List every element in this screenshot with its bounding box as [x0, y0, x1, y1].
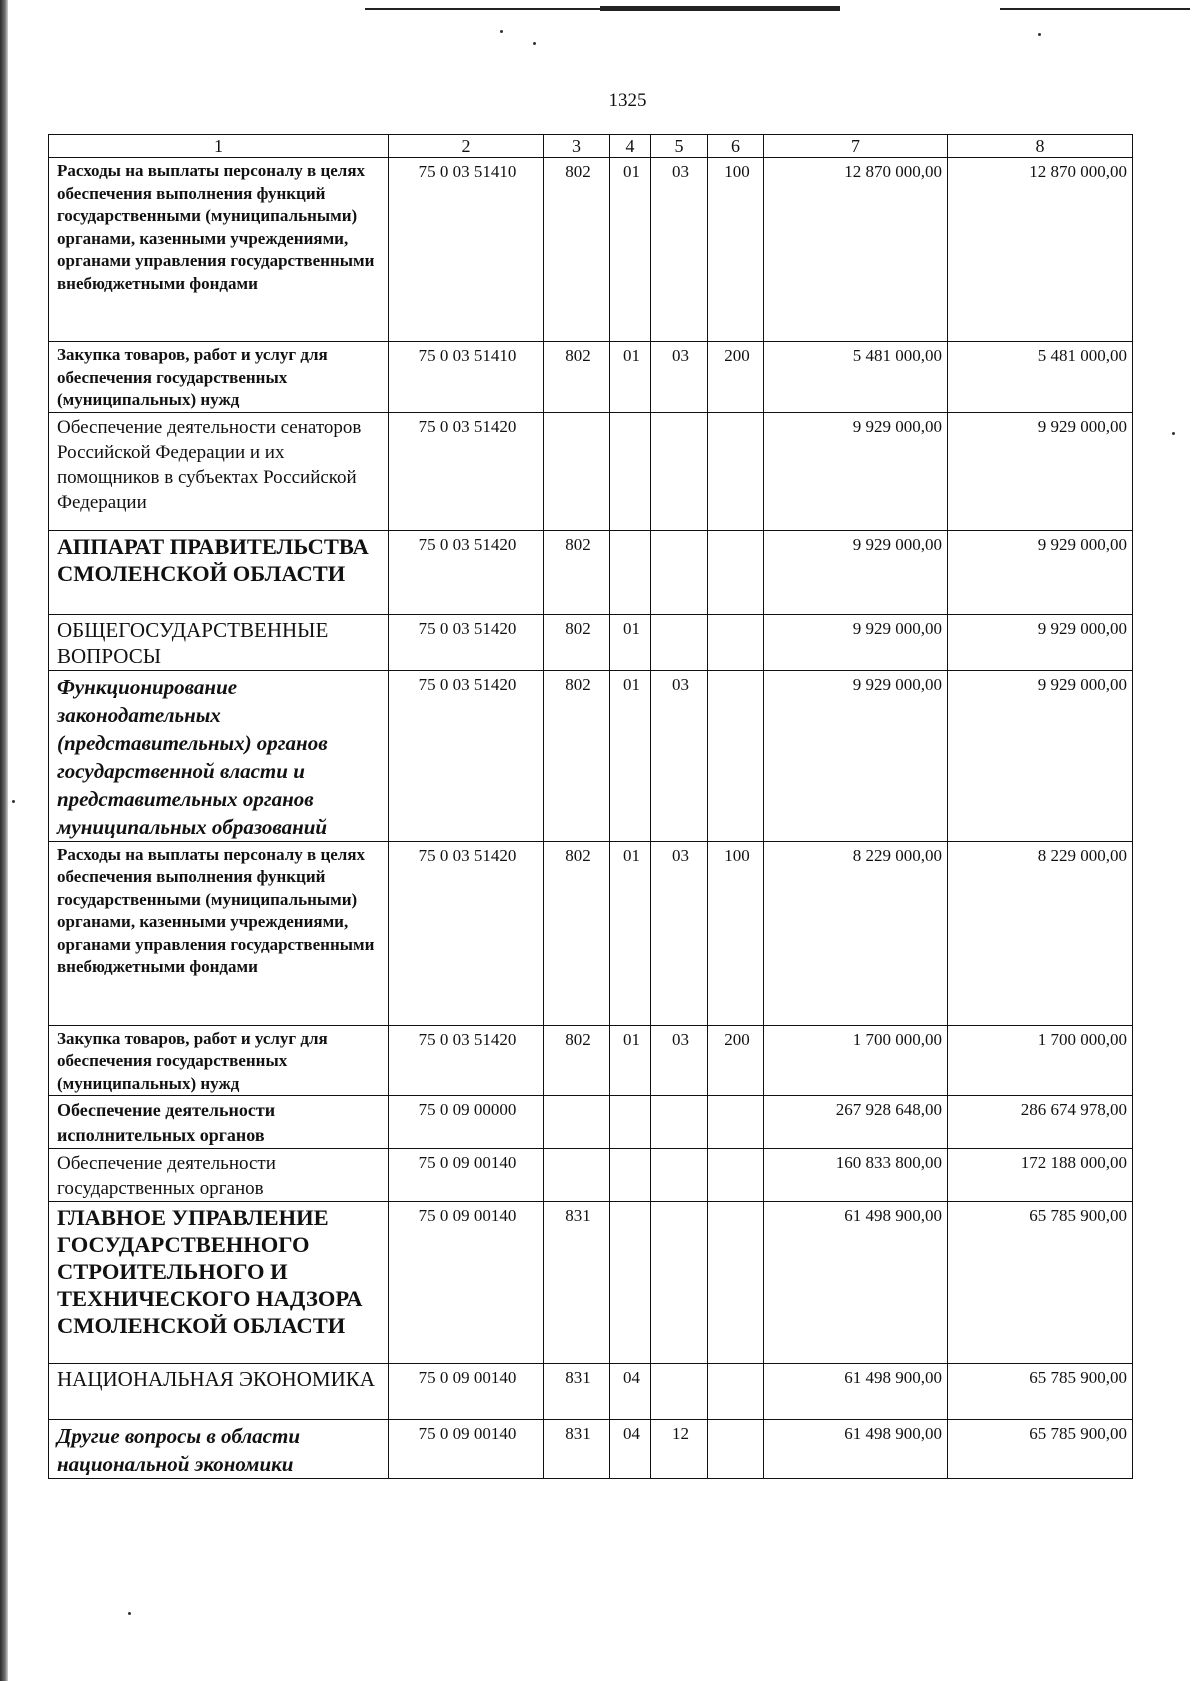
section-code-cell: 01 [610, 841, 651, 1025]
administrator-code-cell: 802 [544, 841, 610, 1025]
table-row [49, 342, 1133, 413]
expense-type-code-cell [708, 1202, 764, 1364]
amount-year1-cell: 9 929 000,00 [764, 614, 948, 670]
target-article-code-cell: 75 0 03 51420 [389, 1025, 544, 1096]
subsection-code-cell: 03 [651, 841, 708, 1025]
target-article-code-cell: 75 0 09 00140 [389, 1202, 544, 1364]
target-article-code-cell: 75 0 03 51420 [389, 670, 544, 841]
administrator-code-cell: 802 [544, 342, 610, 413]
subsection-code-cell [651, 1096, 708, 1149]
scan-speck [12, 800, 15, 803]
table-row [49, 614, 1133, 670]
subsection-code-cell [651, 1202, 708, 1364]
target-article-code-cell: 75 0 09 00140 [389, 1364, 544, 1420]
expense-type-code-cell [708, 1364, 764, 1420]
section-code-cell: 04 [610, 1364, 651, 1420]
expense-name-cell: Другие вопросы в области национальной экономики [49, 1420, 389, 1479]
amount-year1-cell: 9 929 000,00 [764, 530, 948, 614]
amount-year2-cell: 65 785 900,00 [948, 1420, 1133, 1479]
target-article-code-cell: 75 0 03 51420 [389, 412, 544, 530]
header-row [49, 135, 1133, 158]
expense-type-code-cell [708, 1096, 764, 1149]
expense-name-cell: ГЛАВНОЕ УПРАВЛЕНИЕ ГОСУДАРСТВЕННОГО СТРОИТЕЛЬНОГО И ТЕХНИЧЕСКОГО НАДЗОРА СМОЛЕНСКОЙ ОБЛАСТИ [49, 1202, 389, 1364]
expense-type-code-cell [708, 614, 764, 670]
target-article-code-cell: 75 0 03 51410 [389, 342, 544, 413]
column-number-3: 3 [544, 135, 610, 158]
amount-year1-cell: 61 498 900,00 [764, 1420, 948, 1479]
administrator-code-cell: 831 [544, 1420, 610, 1479]
subsection-code-cell [651, 530, 708, 614]
scan-top-rule [365, 8, 605, 10]
amount-year1-cell: 8 229 000,00 [764, 841, 948, 1025]
administrator-code-cell: 831 [544, 1364, 610, 1420]
administrator-code-cell [544, 1096, 610, 1149]
administrator-code-cell: 802 [544, 158, 610, 342]
target-article-code-cell: 75 0 03 51420 [389, 614, 544, 670]
target-article-code-cell: 75 0 03 51410 [389, 158, 544, 342]
column-number-1: 1 [49, 135, 389, 158]
amount-year2-cell: 9 929 000,00 [948, 530, 1133, 614]
expense-name-cell: Обеспечение деятельности исполнительных органов [49, 1096, 389, 1149]
section-code-cell [610, 530, 651, 614]
administrator-code-cell [544, 1149, 610, 1202]
amount-year2-cell: 172 188 000,00 [948, 1149, 1133, 1202]
amount-year1-cell: 5 481 000,00 [764, 342, 948, 413]
section-code-cell: 01 [610, 158, 651, 342]
administrator-code-cell: 831 [544, 1202, 610, 1364]
amount-year2-cell: 9 929 000,00 [948, 412, 1133, 530]
section-code-cell: 01 [610, 342, 651, 413]
scan-speck [500, 30, 503, 33]
subsection-code-cell: 03 [651, 1025, 708, 1096]
table-row [49, 530, 1133, 614]
column-number-7: 7 [764, 135, 948, 158]
amount-year2-cell: 8 229 000,00 [948, 841, 1133, 1025]
amount-year2-cell: 286 674 978,00 [948, 1096, 1133, 1149]
amount-year1-cell: 61 498 900,00 [764, 1364, 948, 1420]
scan-top-rule [600, 6, 840, 11]
expense-type-code-cell [708, 670, 764, 841]
amount-year2-cell: 9 929 000,00 [948, 670, 1133, 841]
expense-name-cell: Закупка товаров, работ и услуг для обеспечения государственных (муниципальных) нужд [49, 342, 389, 413]
table-header [49, 135, 1133, 158]
subsection-code-cell [651, 614, 708, 670]
budget-table [48, 134, 1133, 1479]
administrator-code-cell: 802 [544, 614, 610, 670]
table-row [49, 1420, 1133, 1479]
administrator-code-cell [544, 412, 610, 530]
expense-type-code-cell: 100 [708, 841, 764, 1025]
amount-year1-cell: 61 498 900,00 [764, 1202, 948, 1364]
amount-year1-cell: 9 929 000,00 [764, 670, 948, 841]
administrator-code-cell: 802 [544, 670, 610, 841]
scan-speck [1172, 432, 1175, 435]
amount-year2-cell: 1 700 000,00 [948, 1025, 1133, 1096]
table-row [49, 158, 1133, 342]
amount-year2-cell: 5 481 000,00 [948, 342, 1133, 413]
amount-year1-cell: 1 700 000,00 [764, 1025, 948, 1096]
expense-name-cell: НАЦИОНАЛЬНАЯ ЭКОНОМИКА [49, 1364, 389, 1420]
column-number-4: 4 [610, 135, 651, 158]
amount-year1-cell: 12 870 000,00 [764, 158, 948, 342]
section-code-cell [610, 1096, 651, 1149]
target-article-code-cell: 75 0 09 00000 [389, 1096, 544, 1149]
scan-speck [533, 42, 536, 45]
target-article-code-cell: 75 0 09 00140 [389, 1420, 544, 1479]
scan-speck [1038, 33, 1041, 36]
table-row [49, 1149, 1133, 1202]
table-row [49, 841, 1133, 1025]
table-row [49, 1096, 1133, 1149]
scan-speck [128, 1612, 131, 1615]
scan-top-rule [1000, 8, 1190, 10]
expense-name-cell: Обеспечение деятельности государственных органов [49, 1149, 389, 1202]
amount-year1-cell: 160 833 800,00 [764, 1149, 948, 1202]
section-code-cell: 01 [610, 670, 651, 841]
section-code-cell [610, 1149, 651, 1202]
target-article-code-cell: 75 0 03 51420 [389, 841, 544, 1025]
expense-name-cell: Расходы на выплаты персоналу в целях обеспечения выполнения функций государственными (муниципальными) органами, казенными учреждениями, органами управления государственными внебюджетными фондами [49, 841, 389, 1025]
subsection-code-cell [651, 1364, 708, 1420]
page-number: 1325 [608, 90, 647, 111]
table-body [49, 158, 1133, 1479]
amount-year2-cell: 65 785 900,00 [948, 1202, 1133, 1364]
expense-type-code-cell: 200 [708, 1025, 764, 1096]
amount-year2-cell: 65 785 900,00 [948, 1364, 1133, 1420]
expense-type-code-cell: 200 [708, 342, 764, 413]
table-row [49, 412, 1133, 530]
amount-year2-cell: 12 870 000,00 [948, 158, 1133, 342]
subsection-code-cell [651, 1149, 708, 1202]
section-code-cell [610, 412, 651, 530]
expense-name-cell: Расходы на выплаты персоналу в целях обеспечения выполнения функций государственными (муниципальными) органами, казенными учреждениями, органами управления государственными внебюджетными фондами [49, 158, 389, 342]
expense-type-code-cell [708, 1420, 764, 1479]
expense-name-cell: Функционирование законодательных (представительных) органов государственной власти и представительных органов муниципальных образований [49, 670, 389, 841]
table-row [49, 670, 1133, 841]
column-number-8: 8 [948, 135, 1133, 158]
amount-year1-cell: 9 929 000,00 [764, 412, 948, 530]
section-code-cell [610, 1202, 651, 1364]
expense-name-cell: Закупка товаров, работ и услуг для обеспечения государственных (муниципальных) нужд [49, 1025, 389, 1096]
subsection-code-cell: 12 [651, 1420, 708, 1479]
expense-name-cell: ОБЩЕГОСУДАРСТВЕННЫЕ ВОПРОСЫ [49, 614, 389, 670]
section-code-cell: 01 [610, 1025, 651, 1096]
column-number-5: 5 [651, 135, 708, 158]
section-code-cell: 01 [610, 614, 651, 670]
expense-type-code-cell [708, 530, 764, 614]
table-row [49, 1025, 1133, 1096]
expense-name-cell: Обеспечение деятельности сенаторов Российской Федерации и их помощников в субъектах Российской Федерации [49, 412, 389, 530]
column-number-6: 6 [708, 135, 764, 158]
amount-year2-cell: 9 929 000,00 [948, 614, 1133, 670]
amount-year1-cell: 267 928 648,00 [764, 1096, 948, 1149]
subsection-code-cell: 03 [651, 158, 708, 342]
expense-type-code-cell [708, 1149, 764, 1202]
table-row [49, 1364, 1133, 1420]
expense-type-code-cell [708, 412, 764, 530]
subsection-code-cell [651, 412, 708, 530]
table-row [49, 1202, 1133, 1364]
scan-left-edge [0, 0, 8, 1681]
subsection-code-cell: 03 [651, 670, 708, 841]
column-number-2: 2 [389, 135, 544, 158]
subsection-code-cell: 03 [651, 342, 708, 413]
section-code-cell: 04 [610, 1420, 651, 1479]
expense-name-cell: АППАРАТ ПРАВИТЕЛЬСТВА СМОЛЕНСКОЙ ОБЛАСТИ [49, 530, 389, 614]
target-article-code-cell: 75 0 03 51420 [389, 530, 544, 614]
target-article-code-cell: 75 0 09 00140 [389, 1149, 544, 1202]
expense-type-code-cell: 100 [708, 158, 764, 342]
administrator-code-cell: 802 [544, 1025, 610, 1096]
administrator-code-cell: 802 [544, 530, 610, 614]
